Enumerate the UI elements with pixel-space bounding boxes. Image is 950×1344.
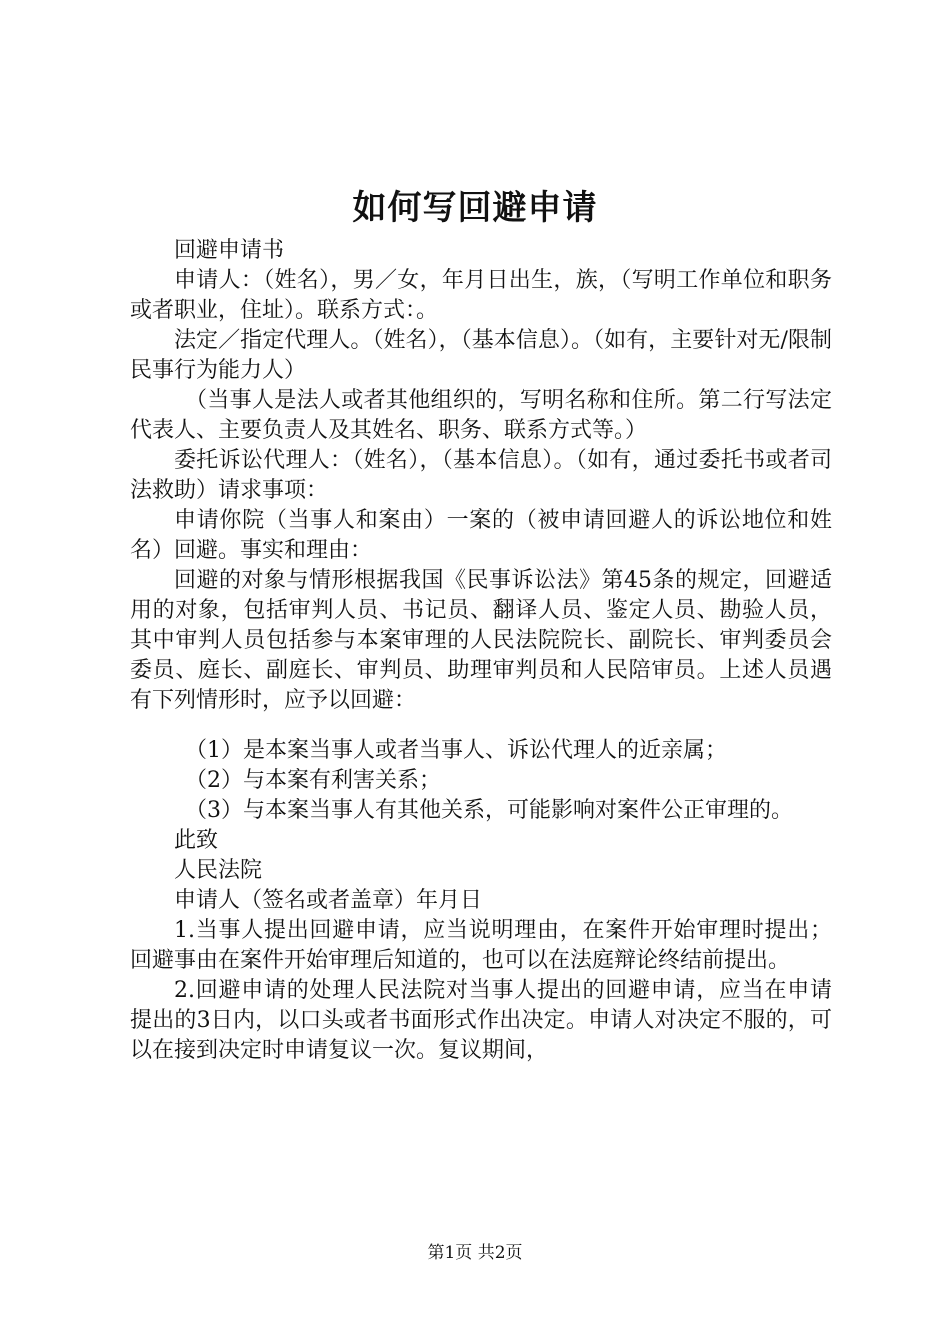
paragraph-legal-agent: 法定／指定代理人。（姓名），（基本信息）。（如有，主要针对无/限制民事行为能力人） xyxy=(130,328,832,383)
signature-line: 申请人（签名或者盖章）年月日 xyxy=(174,888,483,913)
note-2: 2.回避申请的处理人民法院对当事人提出的回避申请，应当在申请提出的3日内，以口头或者书面形式作出决定。申请人对决定不服的，可以在接到决定时申请复议一次。复议期间， xyxy=(130,978,832,1063)
page-footer: 第1页 共2页 xyxy=(427,1243,523,1263)
paragraph-applicant: 申请人：（姓名），男／女，年月日出生，族，（写明工作单位和职务或者职业，住址）。联系方式：。 xyxy=(130,268,832,323)
paragraph-grounds: 回避的对象与情形根据我国《民事诉讼法》第45条的规定，回避适用的对象，包括审判人员、书记员、翻译人员、鉴定人员、勘验人员，其中审判人员包括参与本案审理的人民法院院长、副院长、审判委员会委员、庭长、副庭长、审判员、助理审判员和人民陪审员。上述人员遇有下列情形时，应予以回避： xyxy=(130,568,832,713)
list-item-3: （3）与本案当事人有其他关系，可能影响对案件公正审理的。 xyxy=(185,798,793,823)
list-item-2: （2）与本案有利害关系； xyxy=(185,768,441,793)
document-body xyxy=(130,236,832,1066)
page-title: 如何写回避申请 xyxy=(352,188,598,228)
document-heading: 回避申请书 xyxy=(174,238,285,263)
salutation: 此致 xyxy=(174,828,219,853)
paragraph-entrusted-agent: 委托诉讼代理人：（姓名），（基本信息）。（如有，通过委托书或者司法救助）请求事项： xyxy=(130,448,832,503)
list-item-1: （1）是本案当事人或者当事人、诉讼代理人的近亲属； xyxy=(185,738,727,763)
court-name: 人民法院 xyxy=(174,858,263,883)
paragraph-request: 申请你院（当事人和案由）一案的（被申请回避人的诉讼地位和姓名）回避。事实和理由： xyxy=(130,508,832,563)
paragraph-organization-note: （当事人是法人或者其他组织的，写明名称和住所。第二行写法定代表人、主要负责人及其姓名、职务、联系方式等。） xyxy=(130,388,832,443)
note-1: 1.当事人提出回避申请，应当说明理由，在案件开始审理时提出；回避事由在案件开始审理后知道的，也可以在法庭辩论终结前提出。 xyxy=(130,918,832,973)
